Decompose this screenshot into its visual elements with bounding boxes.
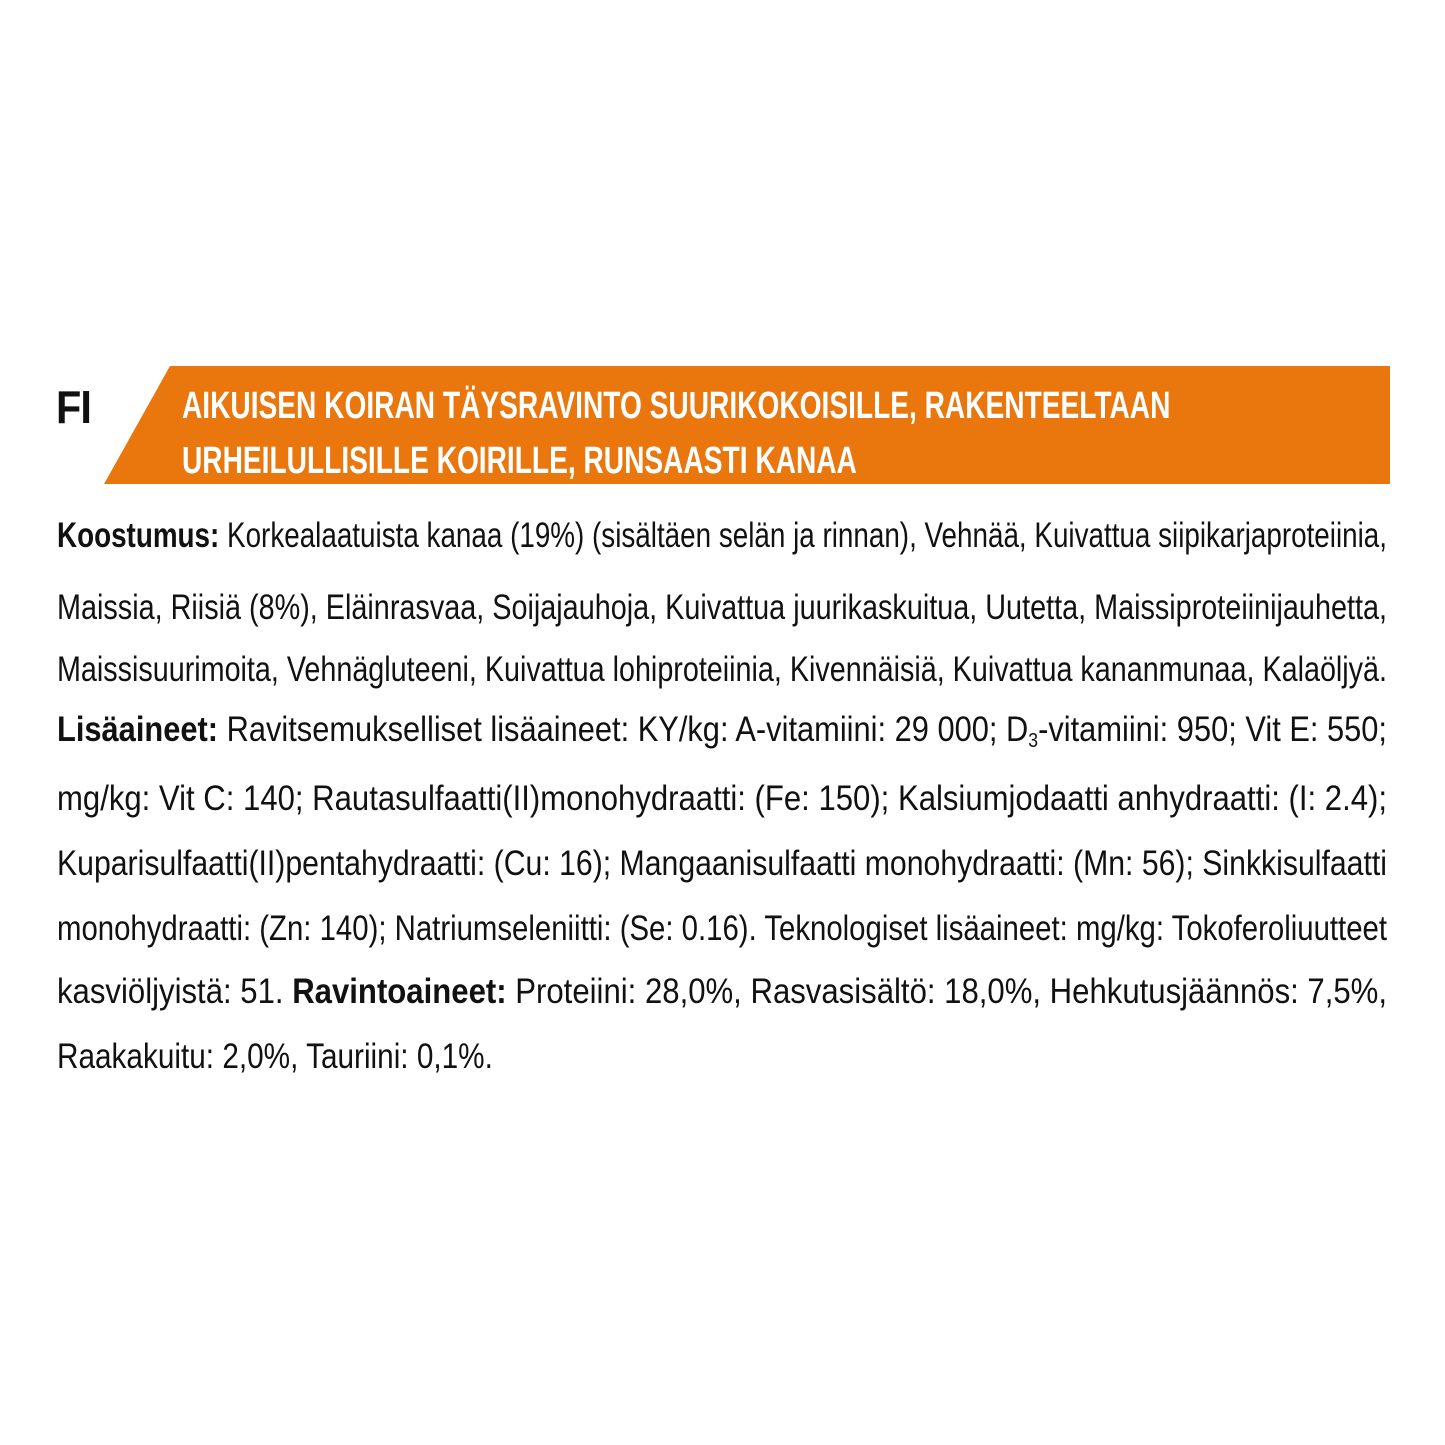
nutrients-label: Ravintoaineet: bbox=[292, 972, 507, 1011]
product-title-line-1: AIKUISEN KOIRAN TÄYSRAVINTO SUURIKOKOISILLE, RAKENTEELTAAN bbox=[182, 385, 1171, 427]
additives-line-2: mg/kg: Vit C: 140; Rautasulfaatti(II)monohydraatti: (Fe: 150); Kalsiumjodaatti anhydraatti: (I: 2.4); bbox=[57, 779, 1387, 818]
additives-line-4: monohydraatti: (Zn: 140); Natriumseleniitti: (Se: 0.16). Teknologiset lisäaineet: mg/kg: Tokoferoliuutteet bbox=[57, 909, 1387, 948]
additives-line-5: kasviöljyistä: 51. Ravintoaineet: Proteiini: 28,0%, Rasvasisältö: 18,0%, Hehkutusjäännös: 7,5%, bbox=[57, 972, 1387, 1011]
composition-line-2: Maissia, Riisiä (8%), Eläinrasvaa, Soijajauhoja, Kuivattua juurikaskuitua, Uutetta, Maissiproteiinijauhetta, bbox=[57, 588, 1387, 627]
language-code: FI bbox=[56, 381, 92, 433]
composition-line-1: Koostumus: Korkealaatuista kanaa (19%) (sisältäen selän ja rinnan), Vehnää, Kuivattua siipikarjaproteiinia, bbox=[57, 516, 1387, 555]
additives-line-1: Lisäaineet: Ravitsemukselliset lisäaineet: KY/kg: A-vitamiini: 29 000; $D_3$-vitamiini: 950; Vit E: 550; bbox=[57, 710, 1387, 752]
composition-line-3: Maissisuurimoita, Vehnägluteeni, Kuivattua lohiproteiinia, Kivennäisiä, Kuivattua kananmunaa, Kalaöljyä. bbox=[57, 650, 1387, 689]
product-title-line-2: URHEILULLISILLE KOIRILLE, RUNSAASTI KANAA bbox=[182, 440, 857, 482]
additives-line-3: Kuparisulfaatti(II)pentahydraatti: (Cu: 16); Mangaanisulfaatti monohydraatti: (Mn: 56); Sinkkisulfaatti bbox=[57, 844, 1387, 883]
composition-label: Koostumus: bbox=[57, 516, 220, 555]
additives-label: Lisäaineet: bbox=[57, 710, 219, 749]
nutrients-line-2: Raakakuitu: 2,0%, Tauriini: 0,1%. bbox=[57, 1037, 493, 1076]
